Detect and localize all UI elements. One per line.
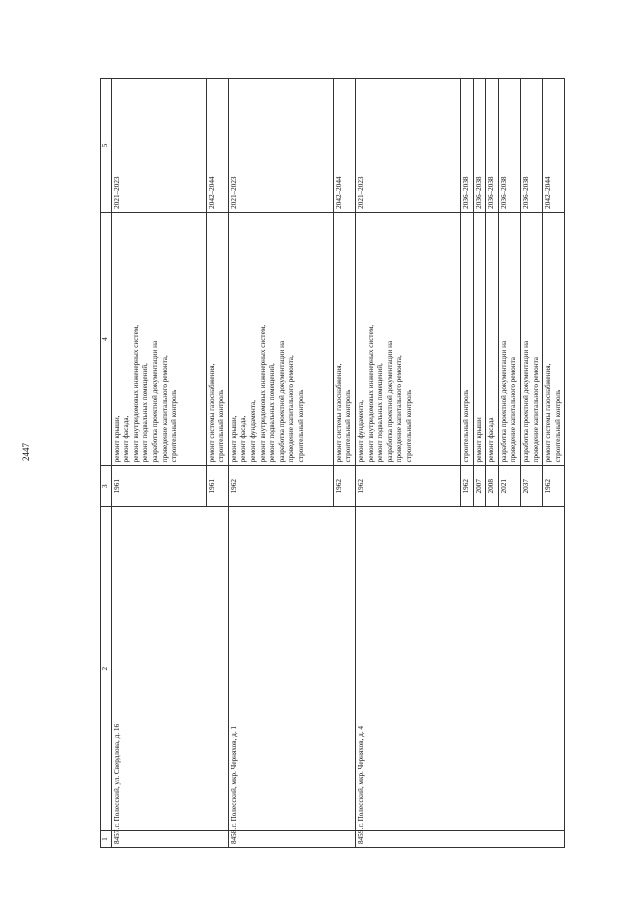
period-cell: 2021–2023 <box>228 79 333 213</box>
work-item: строительный контроль <box>170 389 179 463</box>
period-cell: 2021–2023 <box>355 79 460 213</box>
work-item: ремонт подвальных помещений, <box>141 363 150 463</box>
period-cell: 2036–2038 <box>498 79 520 213</box>
period-cell: 2036–2038 <box>486 79 499 213</box>
work-item: разработка проектной документации на <box>521 340 530 463</box>
work-item: ремонт фасада <box>487 417 496 463</box>
work-item: строительный контроль <box>461 389 470 463</box>
work-item: ремонт внутридомовых инженерных систем, <box>258 324 267 463</box>
work-item: проведение капитального ремонта, <box>287 355 296 463</box>
header-cell: 1 <box>101 831 112 848</box>
year-cell: 2021 <box>498 466 520 507</box>
work-item: разработка проектной документации на <box>150 340 159 463</box>
header-cell: 2 <box>101 507 112 831</box>
address-cell: г. Полесский, ул. Свердлова, д. 16 <box>111 507 228 831</box>
page-number: 2447 <box>21 443 31 461</box>
works-cell <box>486 212 499 466</box>
year-cell: 1962 <box>543 466 565 507</box>
year-cell: 1962 <box>460 466 473 507</box>
work-item: строительный контроль <box>404 389 413 463</box>
work-item: разработка проектной документации на <box>499 340 508 463</box>
header-row <box>101 79 112 848</box>
header-cell: 5 <box>101 79 112 213</box>
year-cell: 1962 <box>228 466 333 507</box>
year-cell: 1962 <box>355 466 460 507</box>
work-item: ремонт системы газоснабжения, <box>207 363 216 463</box>
work-item: ремонт фундамента, <box>356 400 365 463</box>
year-cell: 1961 <box>111 466 206 507</box>
work-item: ремонт крыши <box>474 417 483 463</box>
work-item: ремонт системы газоснабжения, <box>334 363 343 463</box>
year-cell: 1962 <box>333 466 355 507</box>
works-cell <box>228 212 333 466</box>
work-item: ремонт подвальных помещений, <box>376 363 385 463</box>
table-row <box>111 79 206 848</box>
works-cell <box>520 212 542 466</box>
work-item: строительный контроль <box>344 389 353 463</box>
work-item: ремонт системы газоснабжения, <box>544 363 553 463</box>
work-item: ремонт внутридомовых инженерных систем, <box>366 324 375 463</box>
work-item: ремонт фундамента, <box>248 400 257 463</box>
header-cell: 3 <box>101 466 112 507</box>
table-row <box>228 79 333 848</box>
document-sheet <box>100 78 562 848</box>
address-cell: г. Полесский, мкр. Черняхов, д. 4 <box>355 507 564 831</box>
work-item: разработка проектной документации на <box>385 340 394 463</box>
work-item: проведение капитального ремонта <box>509 357 518 463</box>
work-item: ремонт подвальных помещений, <box>268 363 277 463</box>
work-item: строительный контроль <box>553 389 562 463</box>
work-item: проведение капитального ремонта, <box>160 355 169 463</box>
period-cell: 2042–2044 <box>206 79 228 213</box>
work-item: ремонт крыши, <box>112 415 121 463</box>
work-item: ремонт крыши, <box>229 415 238 463</box>
work-item: строительный контроль <box>217 389 226 463</box>
row-number: 8458. <box>228 831 355 848</box>
header-cell: 4 <box>101 212 112 466</box>
row-number: 8459. <box>355 831 564 848</box>
works-cell <box>333 212 355 466</box>
works-cell <box>543 212 565 466</box>
year-cell: 2037 <box>520 466 542 507</box>
work-item: ремонт фасада, <box>122 415 131 463</box>
work-item: строительный контроль <box>296 389 305 463</box>
period-cell: 2036–2038 <box>460 79 473 213</box>
year-cell: 2007 <box>473 466 486 507</box>
repair-schedule-table <box>100 78 565 848</box>
works-cell <box>206 212 228 466</box>
period-cell: 2036–2038 <box>520 79 542 213</box>
year-cell: 1961 <box>206 466 228 507</box>
work-item: проведение капитального ремонта, <box>395 355 404 463</box>
year-cell: 2008 <box>486 466 499 507</box>
table-body <box>111 79 565 848</box>
period-cell: 2042–2044 <box>543 79 565 213</box>
works-cell <box>111 212 206 466</box>
work-item: ремонт фасада, <box>239 415 248 463</box>
table-row <box>355 79 460 848</box>
period-cell: 2042–2044 <box>333 79 355 213</box>
period-cell: 2036–2038 <box>473 79 486 213</box>
work-item: проведение капитального ремонта <box>531 357 540 463</box>
works-cell <box>355 212 460 466</box>
works-cell <box>498 212 520 466</box>
row-number: 8457. <box>111 831 228 848</box>
work-item: ремонт внутридомовых инженерных систем, <box>131 324 140 463</box>
address-cell: г. Полесский, мкр. Черняхов, д. 1 <box>228 507 355 831</box>
works-cell <box>473 212 486 466</box>
period-cell: 2021–2023 <box>111 79 206 213</box>
work-item: разработка проектной документации на <box>277 340 286 463</box>
works-cell <box>460 212 473 466</box>
